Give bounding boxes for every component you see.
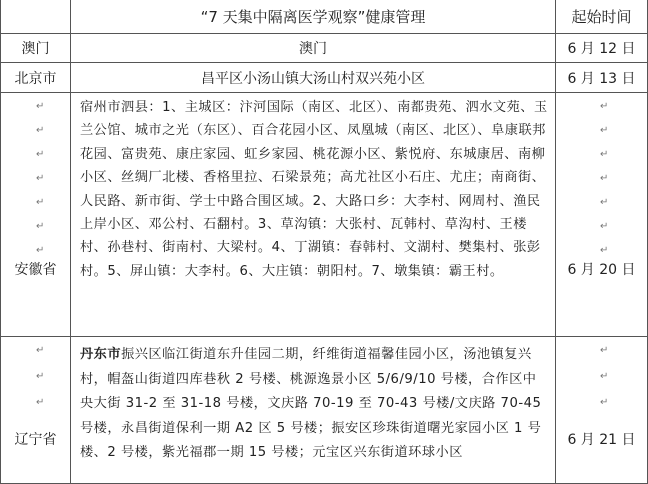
date-cell: 6 月 20 日 (567, 262, 636, 278)
area-cell: 宿州市泗县：1、主城区：汴河国际（南区、北区）、南都贵苑、泗水文苑、玉兰公馆、城市之光（东区）、百合花园小区、凤凰城（南区、北区）、阜康联邦花园、富贵苑、康庄家园、虹乡家园、桃花源小区、紫悦府、东城康居、南柳小区、丝绸厂北楼、香格里拉、石梁景苑；高尤社区小石庄、尤庄；南商街、人民路、新市街、学士中路合围区域。2、大路口乡：大李村、网周村、渔民上岸小区、邓公村、石翻村。3、草沟镇：大张村、瓦韩村、草沟村、王楼村、孙巷村、街南村、大梁村。4、丁湖镇：春韩村、文湖村、樊集村、张彭村。5、屏山镇：大李村。6、大庄镇：朝阳村。7、墩集镇：霸王村。 (80, 100, 548, 279)
area-cell (80, 343, 550, 466)
province-cell: 北京市 (14, 70, 57, 87)
paragraph-mark: ↵ (36, 371, 45, 382)
paragraph-mark: ↵ (36, 125, 45, 136)
province-cell: 辽宁省 (14, 432, 57, 448)
paragraph-mark: ↵ (600, 149, 609, 160)
paragraph-mark: ↵ (600, 125, 609, 136)
province-cell: 澳门 (21, 41, 50, 57)
area-cell: 昌平区小汤山镇大汤山村双兴苑小区 (201, 70, 425, 87)
paragraph-mark: ↵ (600, 197, 609, 208)
row-divider (0, 92, 648, 93)
paragraph-mark: ↵ (36, 149, 45, 160)
area-city-label: 丹东市 (80, 347, 122, 362)
paragraph-mark: ↵ (600, 173, 609, 184)
paragraph-mark: ↵ (36, 345, 45, 356)
paragraph-mark: ↵ (600, 221, 609, 232)
paragraph-mark: ↵ (600, 101, 609, 112)
paragraph-mark: ↵ (36, 101, 45, 112)
paragraph-mark: ↵ (600, 245, 609, 256)
province-cell: 安徽省 (14, 262, 57, 278)
date-cell: 6 月 21 日 (567, 432, 636, 448)
paragraph-mark: ↵ (36, 221, 45, 232)
header-date-column: 起始时间 (571, 8, 632, 26)
paragraph-mark: ↵ (36, 397, 45, 408)
paragraph-mark: ↵ (36, 197, 45, 208)
date-cell: 6 月 13 日 (567, 70, 636, 87)
paragraph-mark: ↵ (36, 173, 45, 184)
area-detail: 振兴区临江街道东升佳园二期，纤维街道福馨佳园小区，汤池镇复兴村，帽盔山街道四库巷秋 2 号楼、桃源逸景小区 5/6/9/10 号楼，合作区中央大街 31-2 至 31-18 号楼，文庆路 70-19 至 70-43 号楼/文庆路 70-45 号楼，永昌街道保利一期 A2 区 5 号楼；振安区珍珠街道曙光家园小区 1 号楼、2 号楼，紫光福郡一期 15 号楼；元宝区兴东街道环球小区 (80, 347, 542, 460)
date-cell: 6 月 12 日 (567, 41, 636, 57)
paragraph-mark: ↵ (600, 345, 609, 356)
paragraph-mark: ↵ (36, 245, 45, 256)
paragraph-mark: ↵ (600, 397, 609, 408)
paragraph-mark: ↵ (600, 371, 609, 382)
row-divider (0, 336, 648, 337)
header-title: “7 天集中隔离医学观察”健康管理 (200, 8, 426, 26)
area-cell: 澳门 (299, 41, 327, 57)
